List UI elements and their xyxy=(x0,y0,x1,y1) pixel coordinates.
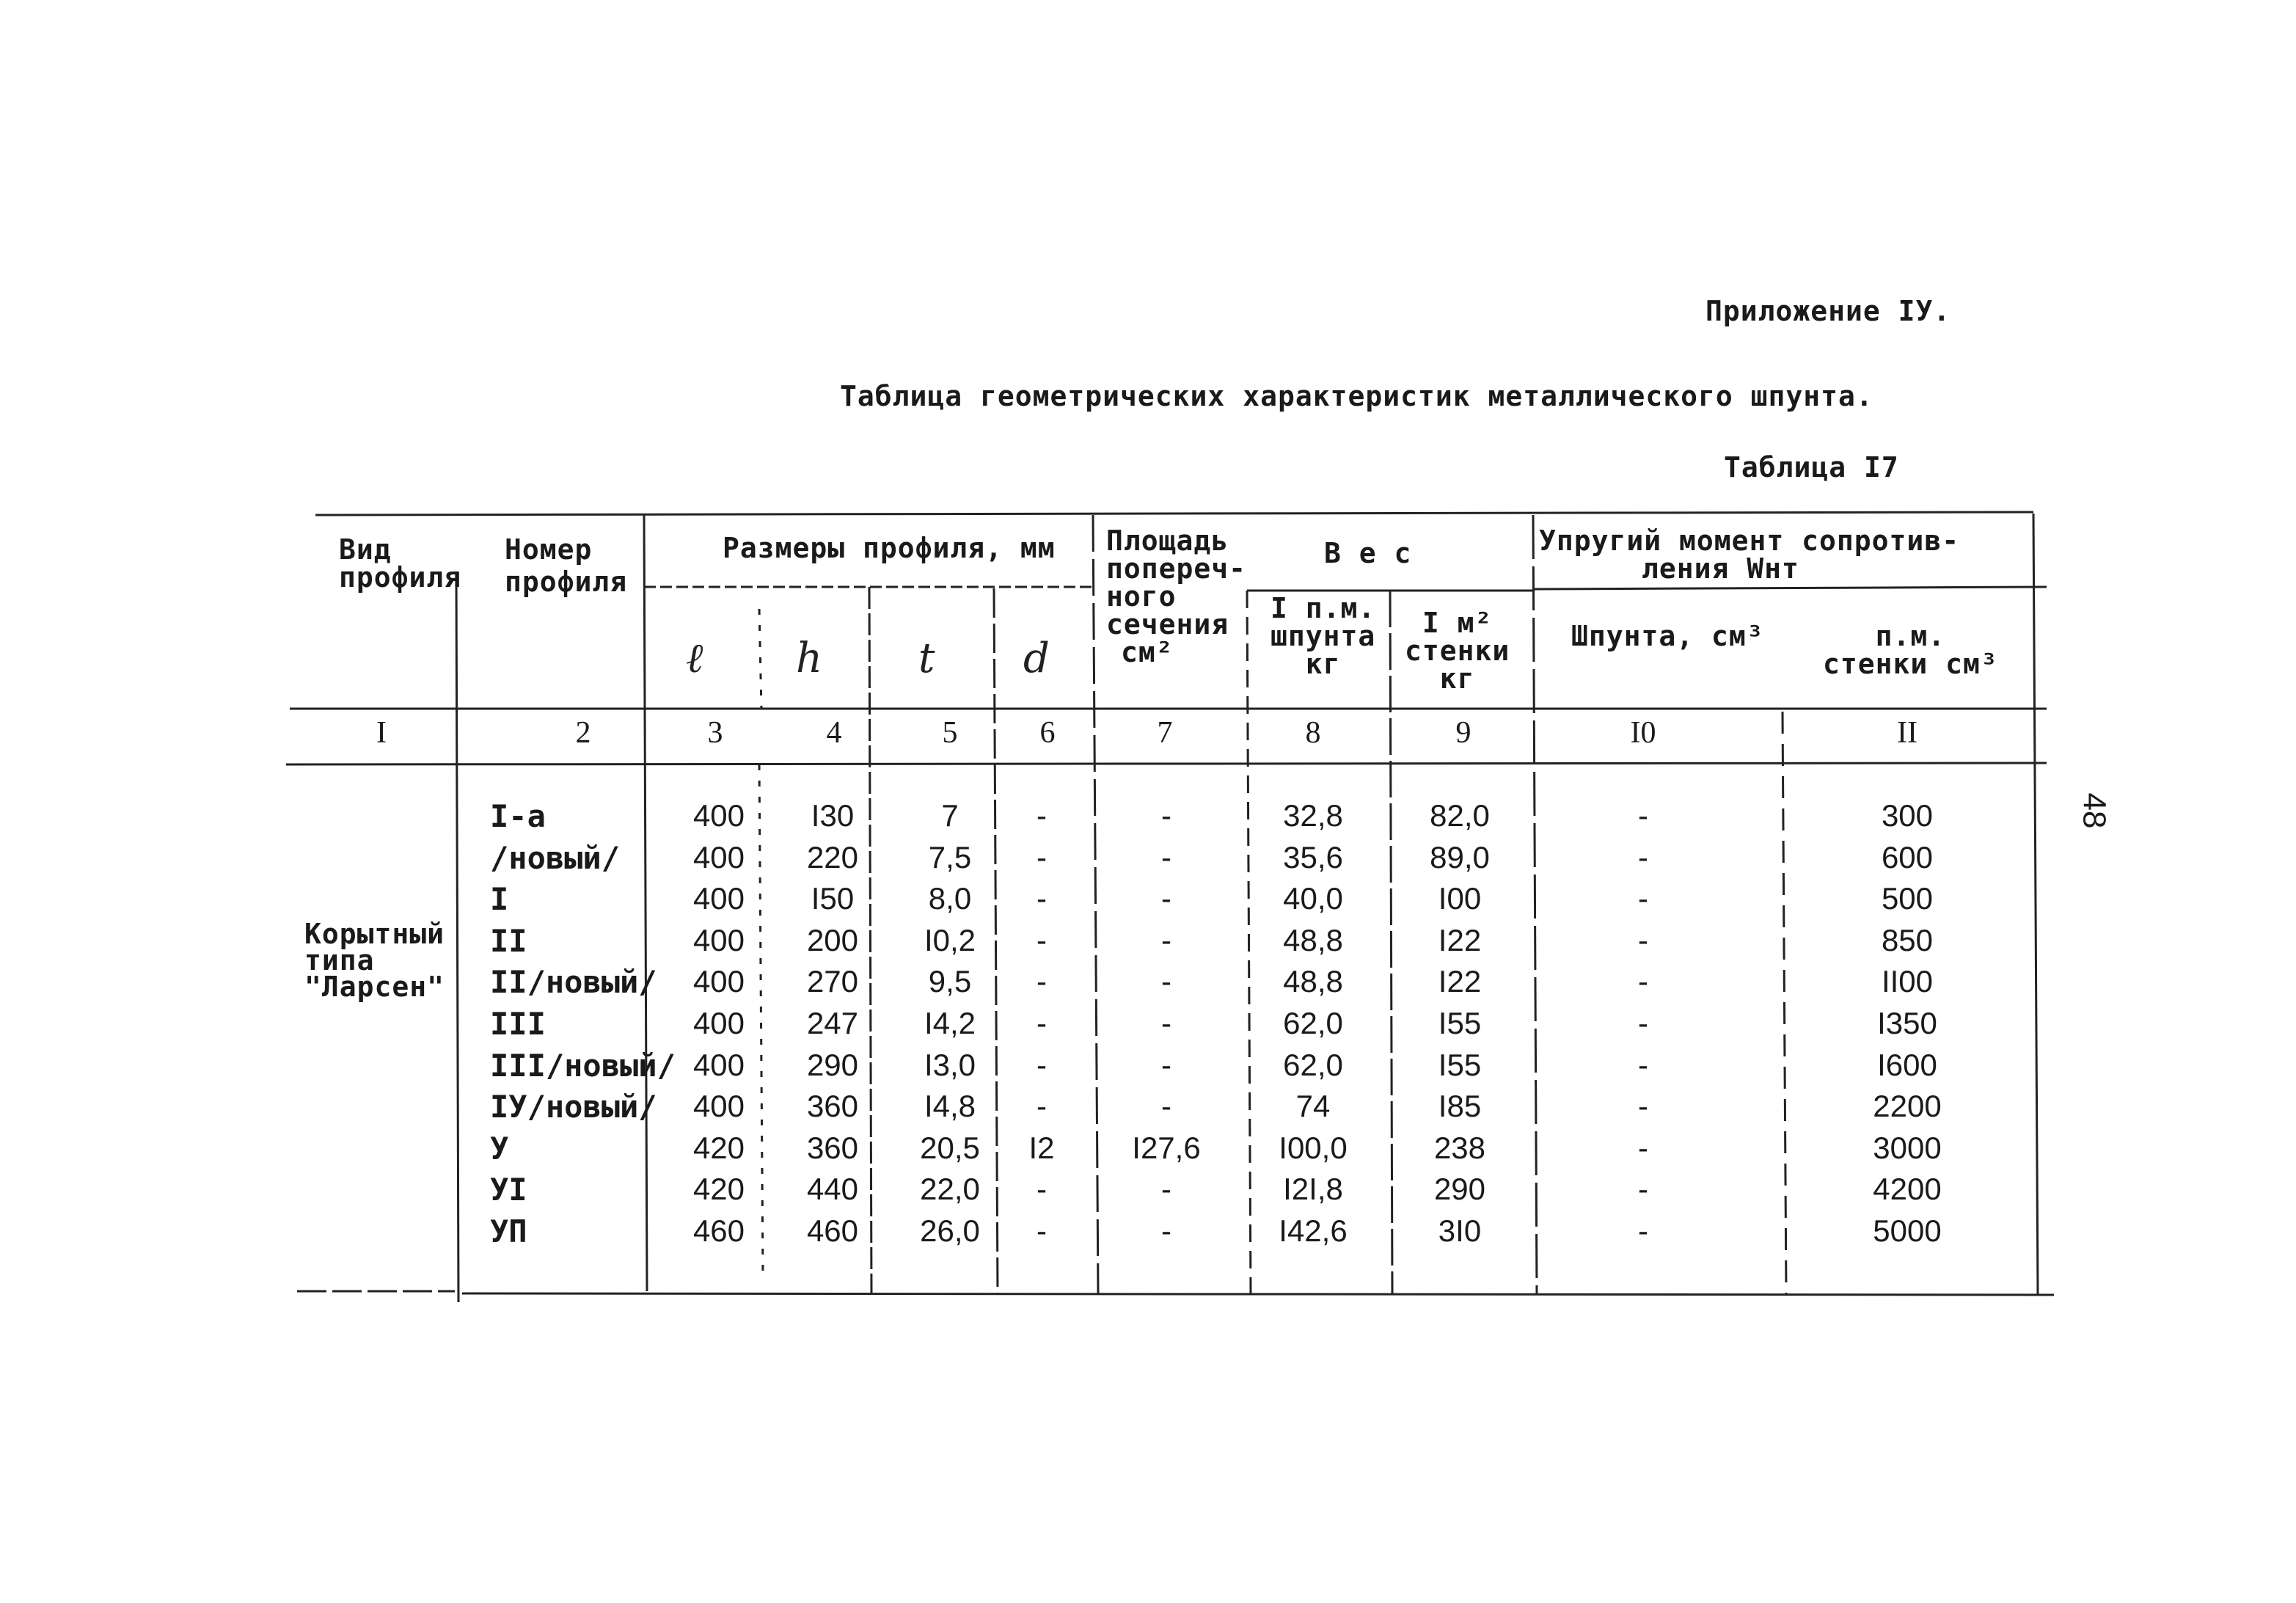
cell-weight-m2: 82,0 xyxy=(1430,798,1490,833)
cell-weight-m: 62,0 xyxy=(1283,1006,1343,1040)
cell-h: 220 xyxy=(806,839,859,874)
cell-t: I4,8 xyxy=(924,1089,976,1124)
cell-weight-m: 62,0 xyxy=(1283,1047,1343,1082)
cell-d: - xyxy=(1037,964,1047,999)
cell-moment-sheet: - xyxy=(1638,1006,1648,1040)
cell-t: 26,0 xyxy=(920,1213,980,1248)
cell-d: - xyxy=(1037,1089,1047,1124)
cell-d: - xyxy=(1037,1047,1047,1082)
cell-moment-wall: 4200 xyxy=(1873,1172,1942,1207)
cell-t: 22,0 xyxy=(920,1172,980,1207)
cell-moment-sheet: - xyxy=(1638,881,1648,916)
cell-b: 460 xyxy=(692,1213,745,1248)
cell-b: 400 xyxy=(692,839,745,874)
colnum-4: 4 xyxy=(826,716,842,750)
cell-d: - xyxy=(1037,1172,1047,1207)
cell-d: I2 xyxy=(1028,1130,1055,1165)
cell-profile-number: III xyxy=(490,1006,546,1042)
header-moment-wall: п.м. стенки см³ xyxy=(1823,620,1998,680)
header-moment: Упругий момент сопротив- ления Wнт xyxy=(1539,525,1960,585)
cell-moment-wall: I350 xyxy=(1877,1006,1937,1040)
header-dimensions: Размеры профиля, мм xyxy=(723,532,1056,564)
cell-h: 290 xyxy=(806,1047,859,1082)
cell-weight-m: I00,0 xyxy=(1279,1130,1348,1165)
cell-weight-m: 40,0 xyxy=(1283,881,1343,916)
cell-area: - xyxy=(1161,1172,1171,1207)
cell-weight-m: 48,8 xyxy=(1283,964,1343,999)
cell-weight-m2: I22 xyxy=(1438,922,1482,957)
cell-moment-wall: 500 xyxy=(1881,881,1934,916)
cell-area: - xyxy=(1161,964,1171,999)
cell-profile-number: III/новый/ xyxy=(490,1047,676,1084)
cell-h: 360 xyxy=(806,1130,859,1165)
cell-b: 400 xyxy=(692,881,745,916)
cell-moment-sheet: - xyxy=(1638,922,1648,957)
cell-b: 420 xyxy=(692,1130,745,1165)
cell-d: - xyxy=(1037,1006,1047,1040)
colnum-5: 5 xyxy=(942,716,958,750)
cell-weight-m: 74 xyxy=(1295,1089,1331,1124)
cell-profile-number: II xyxy=(490,922,527,959)
cell-weight-m: I2I,8 xyxy=(1283,1172,1343,1207)
cell-weight-m2: 89,0 xyxy=(1430,839,1490,874)
cell-moment-wall: 5000 xyxy=(1873,1213,1942,1248)
colnum-8: 8 xyxy=(1305,716,1321,750)
cell-h: 440 xyxy=(806,1172,859,1207)
colnum-7: 7 xyxy=(1157,716,1173,750)
cell-moment-wall: 3000 xyxy=(1873,1130,1942,1165)
colnum-1: I xyxy=(376,716,387,750)
header-profile-number: Номер профиля xyxy=(505,533,628,598)
cell-h: I30 xyxy=(811,798,855,833)
cell-weight-m2: I00 xyxy=(1438,881,1482,916)
table-number: Таблица I7 xyxy=(1724,451,1899,483)
cell-profile-number: У xyxy=(490,1130,509,1166)
cell-t: 7,5 xyxy=(928,839,972,874)
cell-weight-m2: 3I0 xyxy=(1438,1213,1482,1248)
cell-moment-sheet: - xyxy=(1638,1047,1648,1082)
profile-type-value: Корытный типа "Ларсен" xyxy=(304,918,445,1003)
cell-weight-m2: 290 xyxy=(1433,1172,1486,1207)
cell-b: 420 xyxy=(692,1172,745,1207)
colnum-9: 9 xyxy=(1455,716,1471,750)
cell-b: 400 xyxy=(692,1089,745,1124)
cell-moment-wall: 600 xyxy=(1881,839,1934,874)
cell-h: 247 xyxy=(806,1006,859,1040)
cell-t: I4,2 xyxy=(924,1006,976,1040)
header-area: Площадь попереч- ного сечения см² xyxy=(1106,525,1247,668)
cell-d: - xyxy=(1037,798,1047,833)
cell-d: - xyxy=(1037,922,1047,957)
cell-t: I3,0 xyxy=(924,1047,976,1082)
cell-weight-m: 35,6 xyxy=(1283,839,1343,874)
cell-moment-wall: I600 xyxy=(1877,1047,1937,1082)
cell-weight-m2: I22 xyxy=(1438,964,1482,999)
cell-moment-sheet: - xyxy=(1638,1172,1648,1207)
cell-moment-sheet: - xyxy=(1638,1213,1648,1248)
cell-area: - xyxy=(1161,839,1171,874)
colnum-10: I0 xyxy=(1630,716,1656,750)
cell-h: 200 xyxy=(806,922,859,957)
header-weight-per-m: I п.м. шпунта кг xyxy=(1271,592,1376,680)
cell-moment-sheet: - xyxy=(1638,964,1648,999)
cell-area: - xyxy=(1161,1047,1171,1082)
cell-t: 9,5 xyxy=(928,964,972,999)
cell-area: - xyxy=(1161,881,1171,916)
appendix-label: Приложение IУ. xyxy=(1705,295,1951,327)
cell-b: 400 xyxy=(692,922,745,957)
cell-weight-m: I42,6 xyxy=(1279,1213,1348,1248)
header-symbol-h: h xyxy=(796,635,823,682)
table-title: Таблица геометрических характеристик металлического шпунта. xyxy=(840,380,1873,412)
cell-moment-wall: II00 xyxy=(1881,964,1934,999)
cell-area: - xyxy=(1161,922,1171,957)
cell-b: 400 xyxy=(692,1047,745,1082)
cell-profile-number: I-а xyxy=(490,798,546,834)
header-profile-type: Вид профиля xyxy=(339,533,462,594)
cell-profile-number: II/новый/ xyxy=(490,964,657,1001)
colnum-3: 3 xyxy=(707,716,723,750)
cell-moment-sheet: - xyxy=(1638,1130,1648,1165)
cell-d: - xyxy=(1037,881,1047,916)
cell-h: 460 xyxy=(806,1213,859,1248)
cell-profile-number: IУ/новый/ xyxy=(490,1089,657,1125)
cell-area: I27,6 xyxy=(1132,1130,1201,1165)
cell-weight-m2: I85 xyxy=(1438,1089,1482,1124)
cell-profile-number: /новый/ xyxy=(490,839,621,876)
cell-h: 360 xyxy=(806,1089,859,1124)
header-weight-per-m2: I м² стенки кг xyxy=(1405,607,1510,695)
header-moment-sheet: Шпунта, см³ xyxy=(1571,620,1764,652)
cell-profile-number: I xyxy=(490,881,509,918)
cell-d: - xyxy=(1037,1213,1047,1248)
cell-b: 400 xyxy=(692,964,745,999)
colnum-2: 2 xyxy=(575,716,591,750)
page-number: 48 xyxy=(2076,792,2113,829)
colnum-6: 6 xyxy=(1039,716,1056,750)
cell-b: 400 xyxy=(692,798,745,833)
cell-h: I50 xyxy=(811,881,855,916)
cell-area: - xyxy=(1161,1006,1171,1040)
cell-t: 7 xyxy=(941,798,959,833)
header-symbol-b: ℓ xyxy=(686,635,703,682)
cell-d: - xyxy=(1037,839,1047,874)
cell-profile-number: УI xyxy=(490,1172,527,1208)
cell-moment-sheet: - xyxy=(1638,1089,1648,1124)
cell-weight-m2: 238 xyxy=(1433,1130,1486,1165)
cell-moment-wall: 850 xyxy=(1881,922,1934,957)
cell-weight-m2: I55 xyxy=(1438,1006,1482,1040)
cell-t: 20,5 xyxy=(920,1130,980,1165)
cell-area: - xyxy=(1161,1213,1171,1248)
header-symbol-d: d xyxy=(1023,635,1050,682)
cell-t: I0,2 xyxy=(924,922,976,957)
cell-t: 8,0 xyxy=(928,881,972,916)
cell-b: 400 xyxy=(692,1006,745,1040)
cell-moment-sheet: - xyxy=(1638,798,1648,833)
cell-profile-number: УП xyxy=(490,1213,527,1249)
colnum-11: II xyxy=(1897,716,1917,750)
cell-weight-m2: I55 xyxy=(1438,1047,1482,1082)
cell-h: 270 xyxy=(806,964,859,999)
cell-moment-wall: 2200 xyxy=(1873,1089,1942,1124)
cell-weight-m: 32,8 xyxy=(1283,798,1343,833)
cell-moment-sheet: - xyxy=(1638,839,1648,874)
cell-area: - xyxy=(1161,1089,1171,1124)
cell-weight-m: 48,8 xyxy=(1283,922,1343,957)
header-weight: В е с xyxy=(1324,537,1412,569)
cell-area: - xyxy=(1161,798,1171,833)
header-symbol-t: t xyxy=(918,635,935,682)
cell-moment-wall: 300 xyxy=(1881,798,1934,833)
